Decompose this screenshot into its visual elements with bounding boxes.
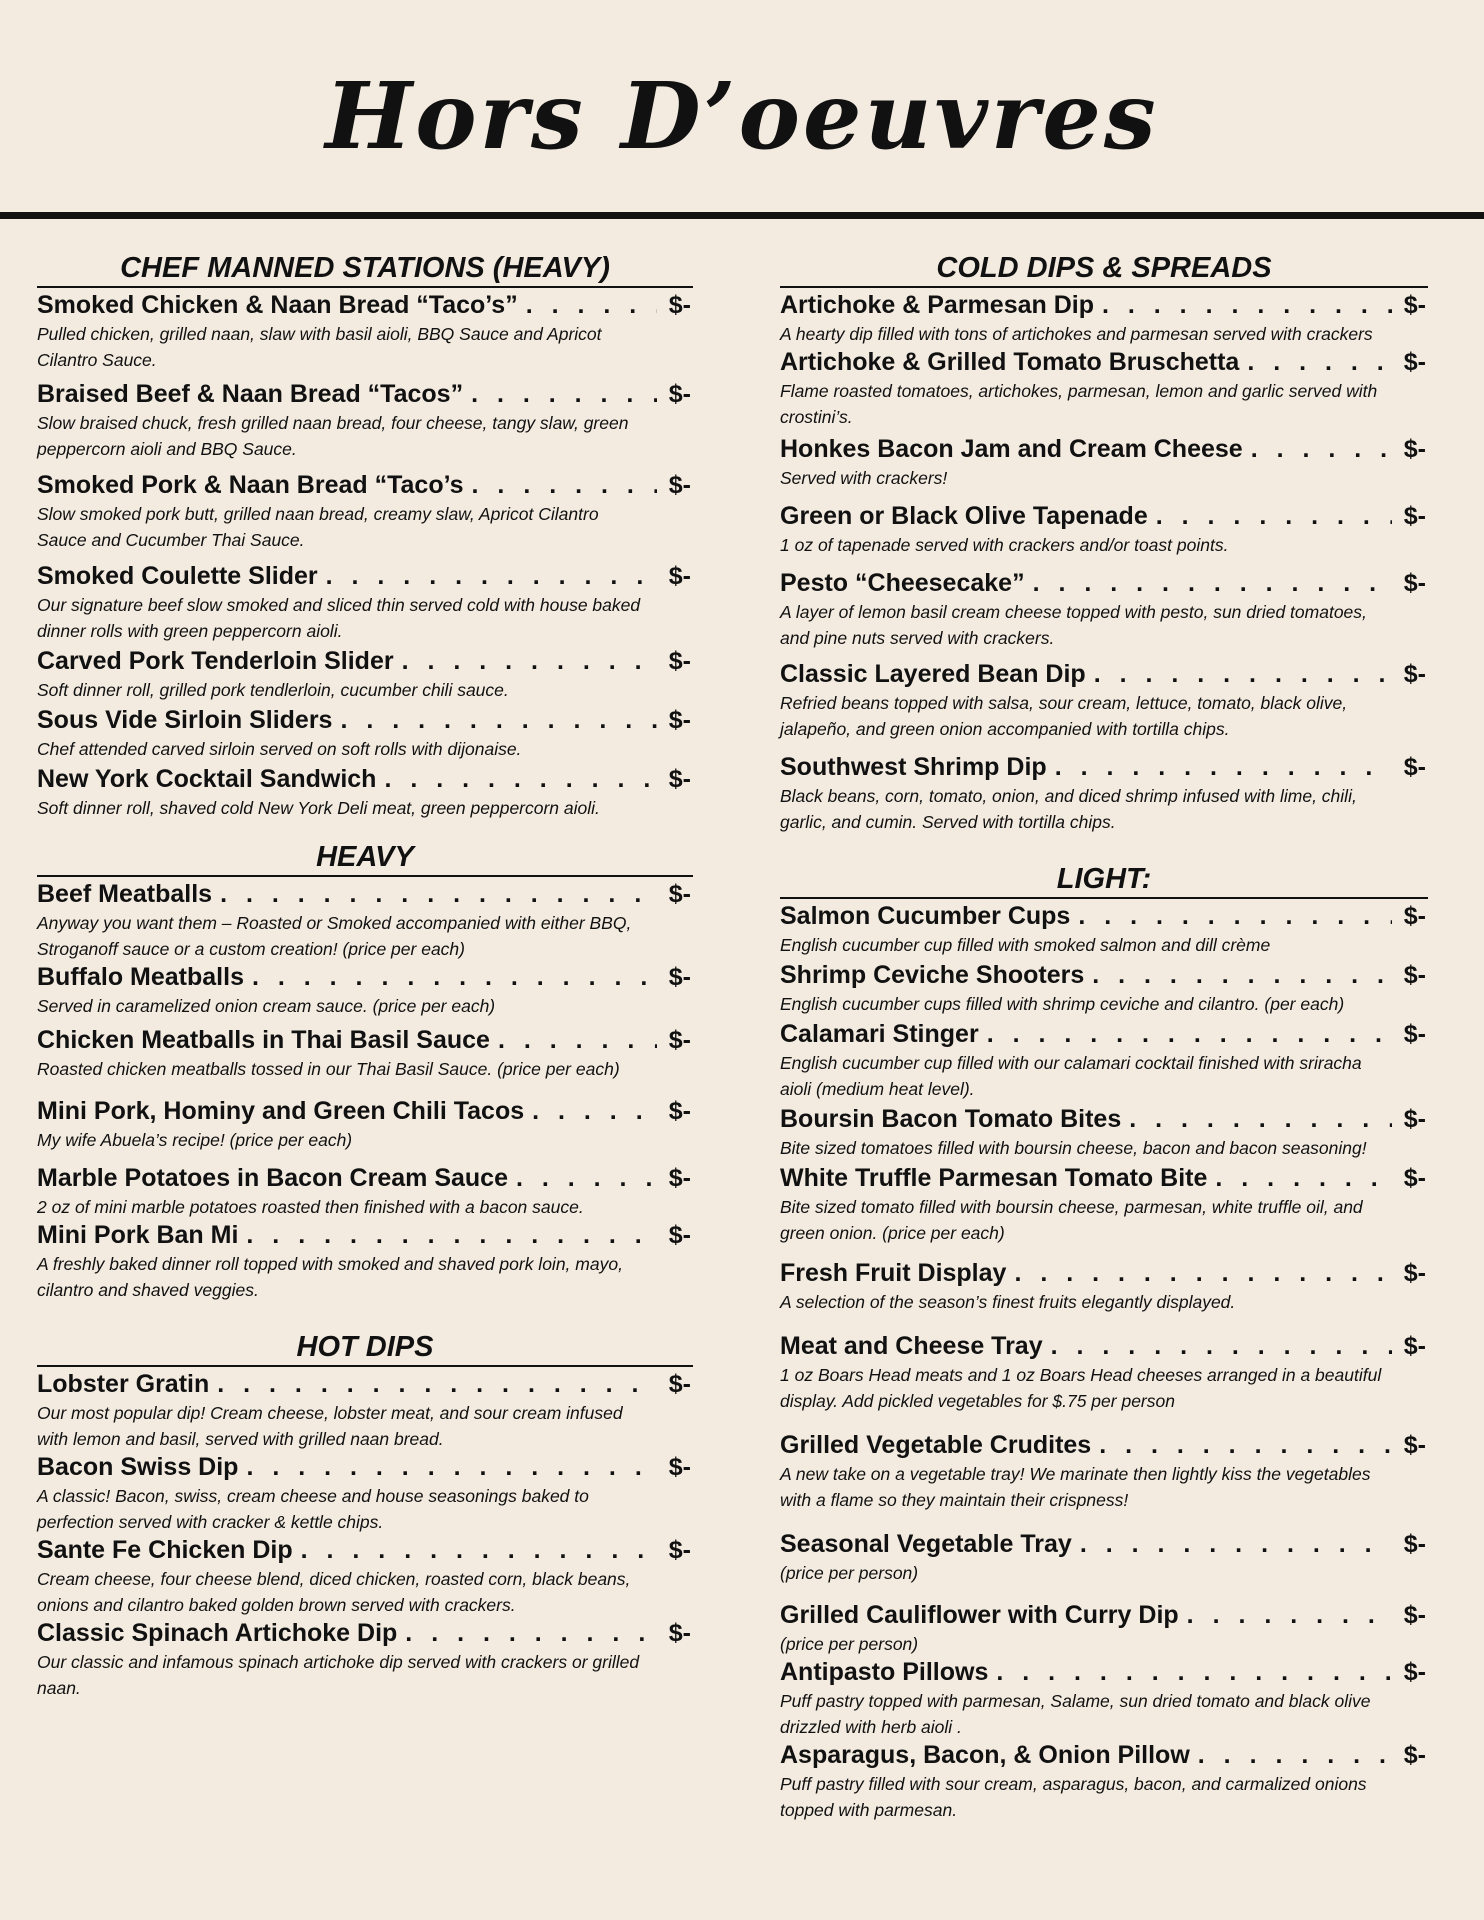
item-name: Smoked Coulette Slider (37, 562, 318, 590)
item-name: Mini Pork, Hominy and Green Chili Tacos (37, 1097, 525, 1125)
leader-dots (318, 561, 657, 592)
item-row (780, 1258, 1428, 1289)
leader-dots (397, 1618, 657, 1649)
menu-item-antipasto-pillows (780, 1657, 1428, 1740)
menu-item-bacon-swiss-dip (37, 1452, 693, 1535)
leader-dots (1091, 1430, 1392, 1461)
item-price: $- (668, 1097, 691, 1125)
leader-dots (1148, 501, 1392, 532)
item-price: $- (1403, 569, 1426, 597)
item-price: $- (1403, 1259, 1426, 1287)
item-row (37, 561, 693, 592)
item-price: $- (668, 880, 691, 908)
item-name: Asparagus, Bacon, & Onion Pillow (780, 1741, 1190, 1769)
item-row (37, 962, 693, 993)
item-name: Meat and Cheese Tray (780, 1332, 1043, 1360)
menu-item-lobster-gratin (37, 1369, 693, 1452)
leader-dots (1239, 347, 1392, 378)
item-name: Artichoke & Parmesan Dip (780, 291, 1094, 319)
item-row (780, 434, 1428, 465)
section-cold-dips-spreads (780, 250, 1428, 835)
item-price: $- (1403, 961, 1426, 989)
item-row (37, 1618, 693, 1649)
item-row (37, 379, 693, 410)
menu-item-green-or-black-olive-tapenade (780, 501, 1428, 558)
item-name: Boursin Bacon Tomato Bites (780, 1105, 1122, 1133)
leader-dots (518, 290, 657, 321)
item-description: Flame roasted tomatoes, artichokes, parmesan, lemon and garlic served with crostini’s. (780, 381, 1378, 427)
item-price: $- (668, 1536, 691, 1564)
menu-item-beef-meatballs (37, 879, 693, 962)
menu-item-seasonal-vegetable-tray (780, 1529, 1428, 1586)
item-price: $- (1403, 1332, 1426, 1360)
item-row (37, 1369, 693, 1400)
item-price: $- (668, 1164, 691, 1192)
leader-dots (508, 1163, 657, 1194)
page-title: Hors D’oeuvres (325, 62, 1159, 170)
item-name: Beef Meatballs (37, 880, 213, 908)
item-price: $- (668, 647, 691, 675)
menu-item-pesto-cheesecake (780, 568, 1428, 651)
item-price: $- (1403, 1530, 1426, 1558)
item-row (780, 347, 1428, 378)
leader-dots (1094, 290, 1392, 321)
leader-dots (1121, 1104, 1392, 1135)
menu-item-asparagus-bacon-onion-pillow (780, 1740, 1428, 1823)
item-description: Slow braised chuck, fresh grilled naan bread, four cheese, tangy slaw, green peppercorn aioli and BBQ Sauce. (37, 413, 629, 459)
leader-dots (1043, 1331, 1392, 1362)
leader-dots (1006, 1258, 1392, 1289)
item-name: Braised Beef & Naan Bread “Tacos” (37, 380, 464, 408)
item-row (37, 1535, 693, 1566)
item-name: Fresh Fruit Display (780, 1259, 1007, 1287)
item-description: English cucumber cups filled with shrimp ceviche and cilantro. (per each) (780, 994, 1345, 1014)
item-row (37, 1025, 693, 1056)
item-price: $- (1403, 753, 1426, 781)
menu-item-white-truffle-parmesan-tomato-bite (780, 1163, 1428, 1246)
item-description: Our signature beef slow smoked and sliced thin served cold with house baked dinner rolls with green peppercorn aioli. (37, 595, 641, 641)
right-column (780, 250, 1428, 1823)
item-name: Sous Vide Sirloin Sliders (37, 706, 333, 734)
section-title: HEAVY (37, 839, 693, 877)
section-light (780, 861, 1428, 1823)
item-description: A hearty dip filled with tons of artichokes and parmesan served with crackers (780, 324, 1373, 344)
leader-dots (212, 879, 657, 910)
menu-item-smoked-chicken-naan-bread-taco-s (37, 290, 693, 373)
leader-dots (988, 1657, 1392, 1688)
menu-item-smoked-pork-naan-bread-taco-s (37, 470, 693, 553)
item-name: Grilled Vegetable Crudites (780, 1431, 1092, 1459)
menu-item-classic-layered-bean-dip (780, 659, 1428, 742)
item-row (780, 1430, 1428, 1461)
item-row (37, 705, 693, 736)
menu-item-fresh-fruit-display (780, 1258, 1428, 1315)
item-price: $- (1403, 348, 1426, 376)
item-description: Slow smoked pork butt, grilled naan bread, creamy slaw, Apricot Cilantro Sauce and Cucumber Thai Sauce. (37, 504, 599, 550)
item-name: Buffalo Meatballs (37, 963, 244, 991)
item-name: Salmon Cucumber Cups (780, 902, 1071, 930)
menu-item-shrimp-ceviche-shooters (780, 960, 1428, 1017)
item-name: Bacon Swiss Dip (37, 1453, 239, 1481)
item-description: Cream cheese, four cheese blend, diced chicken, roasted corn, black beans, onions and cilantro baked golden brown served with crackers. (37, 1569, 631, 1615)
item-row (780, 290, 1428, 321)
item-description: Chef attended carved sirloin served on soft rolls with dijonaise. (37, 739, 522, 759)
item-price: $- (1403, 1741, 1426, 1769)
item-price: $- (668, 471, 691, 499)
item-price: $- (668, 963, 691, 991)
leader-dots (1084, 960, 1392, 991)
item-description: Black beans, corn, tomato, onion, and diced shrimp infused with lime, chili, garlic, and cumin. Served with tortilla chips. (780, 786, 1357, 832)
item-name: Antipasto Pillows (780, 1658, 989, 1686)
menu-item-artichoke-parmesan-dip (780, 290, 1428, 347)
leader-dots (1207, 1163, 1392, 1194)
item-price: $- (1403, 1431, 1426, 1459)
item-description: Refried beans topped with salsa, sour cream, lettuce, tomato, black olive, jalapeño, and green onion accompanied with tortilla chips. (780, 693, 1348, 739)
item-price: $- (668, 765, 691, 793)
item-description: Our most popular dip! Cream cheese, lobster meat, and sour cream infused with lemon and basil, served with grilled naan bread. (37, 1403, 623, 1449)
item-name: White Truffle Parmesan Tomato Bite (780, 1164, 1208, 1192)
item-name: Smoked Pork & Naan Bread “Taco’s (37, 471, 464, 499)
item-row (780, 1657, 1428, 1688)
item-description: English cucumber cup filled with our calamari cocktail finished with sriracha aioli (medium heat level). (780, 1053, 1362, 1099)
item-price: $- (668, 1619, 691, 1647)
leader-dots (1179, 1600, 1392, 1631)
item-row (37, 1452, 693, 1483)
leader-dots (463, 379, 657, 410)
leader-dots (238, 1220, 657, 1251)
leader-dots (1243, 434, 1392, 465)
menu-item-grilled-cauliflower-with-curry-dip (780, 1600, 1428, 1657)
item-row (780, 659, 1428, 690)
item-price: $- (668, 380, 691, 408)
section-chef-manned-stations (37, 250, 693, 821)
leader-dots (979, 1019, 1392, 1050)
menu-item-artichoke-grilled-tomato-bruschetta (780, 347, 1428, 430)
item-description: 2 oz of mini marble potatoes roasted then finished with a bacon sauce. (37, 1197, 584, 1217)
menu-item-meat-and-cheese-tray (780, 1331, 1428, 1414)
item-description: Anyway you want them – Roasted or Smoked accompanied with either BBQ, Stroganoff sauce or a custom creation! (price per each) (37, 913, 632, 959)
menu-item-braised-beef-naan-bread-tacos (37, 379, 693, 462)
leader-dots (490, 1025, 657, 1056)
left-column (37, 250, 693, 1701)
item-row (37, 764, 693, 795)
item-price: $- (1403, 291, 1426, 319)
item-row (37, 646, 693, 677)
menu-item-sous-vide-sirloin-sliders (37, 705, 693, 762)
item-name: Classic Layered Bean Dip (780, 660, 1086, 688)
item-description: Served in caramelized onion cream sauce. (price per each) (37, 996, 496, 1016)
section-title: HOT DIPS (37, 1329, 693, 1367)
item-row (780, 1331, 1428, 1362)
item-price: $- (1403, 435, 1426, 463)
item-name: Grilled Cauliflower with Curry Dip (780, 1601, 1179, 1629)
item-price: $- (1403, 660, 1426, 688)
menu-item-new-york-cocktail-sandwich (37, 764, 693, 821)
item-description: A selection of the season’s finest fruits elegantly displayed. (780, 1292, 1236, 1312)
item-description: A classic! Bacon, swiss, cream cheese and house seasonings baked to perfection served with cracker & kettle chips. (37, 1486, 589, 1532)
item-row (37, 470, 693, 501)
menu-item-mini-pork-ban-mi (37, 1220, 693, 1303)
item-row (780, 960, 1428, 991)
menu-item-carved-pork-tenderloin-slider (37, 646, 693, 703)
section-heavy (37, 839, 693, 1303)
menu-item-chicken-meatballs-in-thai-basil-sauce (37, 1025, 693, 1082)
item-description: 1 oz Boars Head meats and 1 oz Boars Head cheeses arranged in a beautiful display. Add pickled vegetables for $.75 per person (780, 1365, 1382, 1411)
item-row (780, 1104, 1428, 1135)
item-row (780, 1529, 1428, 1560)
item-description: Soft dinner roll, shaved cold New York Deli meat, green peppercorn aioli. (37, 798, 600, 818)
item-name: Pesto “Cheesecake” (780, 569, 1025, 597)
item-description: Puff pastry topped with parmesan, Salame, sun dried tomato and black olive drizzled with herb aioli . (780, 1691, 1371, 1737)
menu-item-grilled-vegetable-crudites (780, 1430, 1428, 1513)
item-row (780, 901, 1428, 932)
menu-item-marble-potatoes-in-bacon-cream-sauce (37, 1163, 693, 1220)
item-description: Bite sized tomatoes filled with boursin cheese, bacon and bacon seasoning! (780, 1138, 1367, 1158)
item-name: Mini Pork Ban Mi (37, 1221, 239, 1249)
menu-item-southwest-shrimp-dip (780, 752, 1428, 835)
leader-dots (1190, 1740, 1392, 1771)
menu-item-buffalo-meatballs (37, 962, 693, 1019)
item-name: Artichoke & Grilled Tomato Bruschetta (780, 348, 1240, 376)
leader-dots (1072, 1529, 1392, 1560)
leader-dots (244, 962, 657, 993)
leader-dots (209, 1369, 657, 1400)
item-price: $- (1403, 1164, 1426, 1192)
item-name: Seasonal Vegetable Tray (780, 1530, 1072, 1558)
item-description: 1 oz of tapenade served with crackers and/or toast points. (780, 535, 1229, 555)
item-row (37, 1220, 693, 1251)
item-name: Chicken Meatballs in Thai Basil Sauce (37, 1026, 490, 1054)
leader-dots (332, 705, 657, 736)
item-name: Classic Spinach Artichoke Dip (37, 1619, 398, 1647)
leader-dots (394, 646, 657, 677)
item-description: English cucumber cup filled with smoked salmon and dill crème (780, 935, 1271, 955)
item-price: $- (1403, 502, 1426, 530)
item-name: Marble Potatoes in Bacon Cream Sauce (37, 1164, 508, 1192)
item-row (780, 1600, 1428, 1631)
leader-dots (1047, 752, 1392, 783)
item-name: Lobster Gratin (37, 1370, 210, 1398)
item-name: Sante Fe Chicken Dip (37, 1536, 293, 1564)
item-row (780, 1019, 1428, 1050)
menu-item-salmon-cucumber-cups (780, 901, 1428, 958)
item-name: Calamari Stinger (780, 1020, 979, 1048)
leader-dots (1070, 901, 1392, 932)
item-description: (price per person) (780, 1634, 919, 1654)
item-description: Bite sized tomato filled with boursin cheese, parmesan, white truffle oil, and green onion. (price per each) (780, 1197, 1363, 1243)
item-description: A new take on a vegetable tray! We marinate then lightly kiss the vegetables with a flame so they maintain their crispness! (780, 1464, 1371, 1510)
item-row (780, 501, 1428, 532)
item-name: Southwest Shrimp Dip (780, 753, 1047, 781)
item-row (780, 568, 1428, 599)
item-price: $- (668, 291, 691, 319)
item-price: $- (1403, 902, 1426, 930)
item-price: $- (1403, 1020, 1426, 1048)
item-description: A freshly baked dinner roll topped with smoked and shaved pork loin, mayo, cilantro and shaved veggies. (37, 1254, 623, 1300)
menu-item-mini-pork-hominy-and-green-chili-tacos (37, 1096, 693, 1153)
item-row (37, 1163, 693, 1194)
leader-dots (238, 1452, 657, 1483)
leader-dots (524, 1096, 657, 1127)
item-name: Honkes Bacon Jam and Cream Cheese (780, 435, 1243, 463)
title-divider (0, 212, 1484, 219)
item-description: A layer of lemon basil cream cheese topped with pesto, sun dried tomatoes, and pine nuts served with crackers. (780, 602, 1367, 648)
menu-item-classic-spinach-artichoke-dip (37, 1618, 693, 1701)
item-price: $- (1403, 1658, 1426, 1686)
item-description: Soft dinner roll, grilled pork tendlerloin, cucumber chili sauce. (37, 680, 509, 700)
item-price: $- (668, 1221, 691, 1249)
menu-item-calamari-stinger (780, 1019, 1428, 1102)
item-price: $- (1403, 1105, 1426, 1133)
item-row (37, 1096, 693, 1127)
section-title: COLD DIPS & SPREADS (780, 250, 1428, 288)
item-name: Shrimp Ceviche Shooters (780, 961, 1085, 989)
item-price: $- (668, 1370, 691, 1398)
section-title: CHEF MANNED STATIONS (HEAVY) (37, 250, 693, 288)
item-description: Roasted chicken meatballs tossed in our Thai Basil Sauce. (price per each) (37, 1059, 620, 1079)
leader-dots (1025, 568, 1392, 599)
leader-dots (376, 764, 657, 795)
item-name: Green or Black Olive Tapenade (780, 502, 1148, 530)
item-description: My wife Abuela’s recipe! (price per each) (37, 1130, 353, 1150)
section-title: LIGHT: (780, 861, 1428, 899)
item-description: Our classic and infamous spinach artichoke dip served with crackers or grilled naan. (37, 1652, 640, 1698)
item-name: New York Cocktail Sandwich (37, 765, 377, 793)
item-description: Puff pastry filled with sour cream, asparagus, bacon, and carmalized onions topped with parmesan. (780, 1774, 1367, 1820)
leader-dots (293, 1535, 657, 1566)
item-name: Carved Pork Tenderloin Slider (37, 647, 394, 675)
item-name: Smoked Chicken & Naan Bread “Taco’s” (37, 291, 518, 319)
leader-dots (1086, 659, 1392, 690)
item-price: $- (668, 562, 691, 590)
item-row (780, 1740, 1428, 1771)
item-description: Pulled chicken, grilled naan, slaw with basil aioli, BBQ Sauce and Apricot Cilantro Sauce. (37, 324, 602, 370)
item-description: Served with crackers! (780, 468, 948, 488)
item-price: $- (668, 1453, 691, 1481)
menu-item-boursin-bacon-tomato-bites (780, 1104, 1428, 1161)
item-description: (price per person) (780, 1563, 919, 1583)
section-hot-dips (37, 1329, 693, 1701)
item-row (780, 1163, 1428, 1194)
menu-item-sante-fe-chicken-dip (37, 1535, 693, 1618)
item-row (780, 752, 1428, 783)
menu-item-honkes-bacon-jam-and-cream-cheese (780, 434, 1428, 491)
item-price: $- (1403, 1601, 1426, 1629)
item-row (37, 879, 693, 910)
item-price: $- (668, 1026, 691, 1054)
item-price: $- (668, 706, 691, 734)
menu-item-smoked-coulette-slider (37, 561, 693, 644)
leader-dots (464, 470, 657, 501)
item-row (37, 290, 693, 321)
